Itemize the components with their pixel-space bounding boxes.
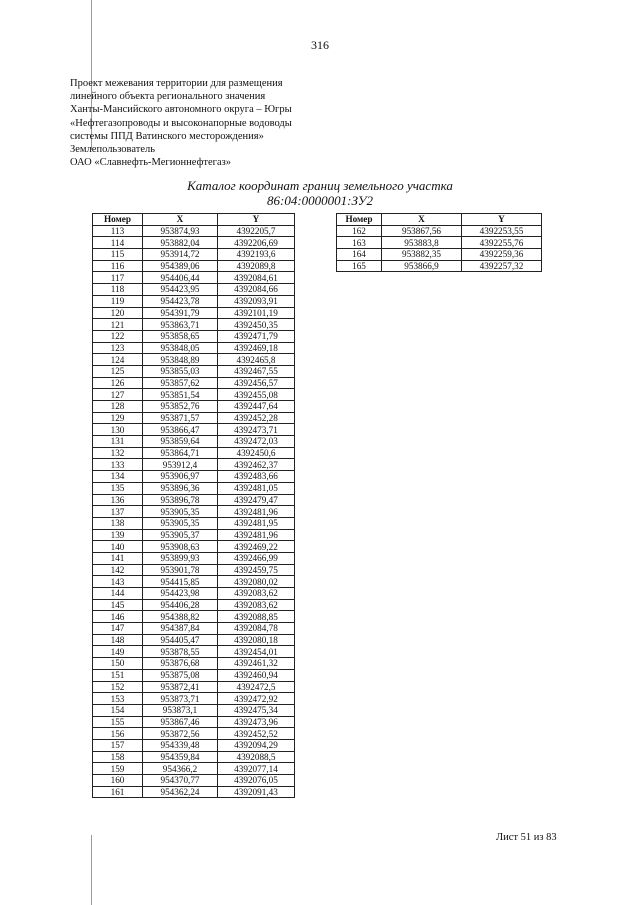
table-row <box>337 225 542 237</box>
point-number: 133 <box>93 459 143 471</box>
coordinate-x: 953857,62 <box>143 377 218 389</box>
coordinate-x: 953906,97 <box>143 471 218 483</box>
point-number: 154 <box>93 704 143 716</box>
coordinate-y: 4392465,8 <box>218 354 295 366</box>
point-number: 165 <box>337 260 382 272</box>
table-row <box>93 494 295 506</box>
point-number: 146 <box>93 611 143 623</box>
point-number: 115 <box>93 249 143 261</box>
point-number: 116 <box>93 260 143 272</box>
coordinate-x: 953872,56 <box>143 728 218 740</box>
point-number: 152 <box>93 681 143 693</box>
table-row <box>93 459 295 471</box>
coordinate-x: 953848,89 <box>143 354 218 366</box>
point-number: 125 <box>93 365 143 377</box>
table-row <box>93 775 295 787</box>
coordinate-x: 954339,48 <box>143 739 218 751</box>
point-number: 156 <box>93 728 143 740</box>
coordinate-x: 953912,4 <box>143 459 218 471</box>
document-header <box>70 77 292 169</box>
table-row <box>93 611 295 623</box>
coordinate-y: 4392088,5 <box>218 751 295 763</box>
header-line: Ханты-Мансийского автономного округа – Югры <box>70 104 292 116</box>
coordinate-y: 4392076,05 <box>218 775 295 787</box>
coordinate-y: 4392466,99 <box>218 552 295 564</box>
point-number: 120 <box>93 307 143 319</box>
cadastral-number: 86:04:0000001:ЗУ2 <box>267 193 373 208</box>
coordinate-x: 953882,35 <box>382 249 462 261</box>
coordinate-x: 953878,55 <box>143 646 218 658</box>
coordinate-x: 954406,28 <box>143 599 218 611</box>
coordinate-x: 953855,03 <box>143 365 218 377</box>
table-row <box>93 704 295 716</box>
coordinate-y: 4392475,34 <box>218 704 295 716</box>
point-number: 149 <box>93 646 143 658</box>
coordinate-x: 954366,2 <box>143 763 218 775</box>
coordinate-y: 4392472,92 <box>218 693 295 705</box>
table-row <box>93 237 295 249</box>
point-number: 138 <box>93 517 143 529</box>
coordinate-y: 4392483,66 <box>218 471 295 483</box>
coordinate-x: 953873,1 <box>143 704 218 716</box>
point-number: 122 <box>93 330 143 342</box>
coordinate-y: 4392467,55 <box>218 365 295 377</box>
table-row <box>93 342 295 354</box>
table-row <box>93 751 295 763</box>
coordinate-x: 953883,8 <box>382 237 462 249</box>
point-number: 135 <box>93 482 143 494</box>
table-row <box>93 693 295 705</box>
coordinate-y: 4392084,61 <box>218 272 295 284</box>
table-row <box>93 330 295 342</box>
coordinate-y: 4392481,96 <box>218 529 295 541</box>
point-number: 148 <box>93 634 143 646</box>
coordinate-x: 953852,76 <box>143 401 218 413</box>
coordinate-x: 953908,63 <box>143 541 218 553</box>
coordinate-x: 953872,41 <box>143 681 218 693</box>
page-number: 316 <box>311 38 329 52</box>
table-row <box>93 436 295 448</box>
table-row <box>93 377 295 389</box>
coordinate-y: 4392089,8 <box>218 260 295 272</box>
coordinate-x: 954423,95 <box>143 284 218 296</box>
coordinate-y: 4392259,36 <box>462 249 542 261</box>
coordinate-y: 4392460,94 <box>218 669 295 681</box>
table-row <box>93 249 295 261</box>
point-number: 132 <box>93 447 143 459</box>
coordinate-y: 4392481,96 <box>218 506 295 518</box>
coordinate-y: 4392206,69 <box>218 237 295 249</box>
point-number: 164 <box>337 249 382 261</box>
table-row <box>93 401 295 413</box>
column-header-y: Y <box>462 214 542 226</box>
coordinate-x: 953866,47 <box>143 424 218 436</box>
catalog-title-block <box>0 178 640 208</box>
coordinate-y: 4392471,79 <box>218 330 295 342</box>
column-header-x: X <box>382 214 462 226</box>
table-header-row <box>337 214 542 226</box>
coordinate-y: 4392257,32 <box>462 260 542 272</box>
coordinate-y: 4392205,7 <box>218 225 295 237</box>
point-number: 126 <box>93 377 143 389</box>
point-number: 114 <box>93 237 143 249</box>
point-number: 160 <box>93 775 143 787</box>
table-row <box>93 634 295 646</box>
coordinate-y: 4392469,22 <box>218 541 295 553</box>
table-row <box>93 307 295 319</box>
sheet-number: Лист 51 из 83 <box>496 832 557 843</box>
coordinate-y: 4392091,43 <box>218 786 295 798</box>
table-row <box>93 681 295 693</box>
coordinate-x: 954370,77 <box>143 775 218 787</box>
point-number: 134 <box>93 471 143 483</box>
coordinate-y: 4392450,6 <box>218 447 295 459</box>
point-number: 144 <box>93 588 143 600</box>
coordinate-y: 4392450,35 <box>218 319 295 331</box>
table-header-row <box>93 214 295 226</box>
coordinates-table-continued <box>336 213 542 272</box>
coordinate-y: 4392093,91 <box>218 295 295 307</box>
point-number: 153 <box>93 693 143 705</box>
point-number: 161 <box>93 786 143 798</box>
coordinate-x: 953905,35 <box>143 517 218 529</box>
point-number: 162 <box>337 225 382 237</box>
table-row <box>337 249 542 261</box>
table-row <box>93 319 295 331</box>
point-number: 127 <box>93 389 143 401</box>
coordinate-x: 953851,54 <box>143 389 218 401</box>
table-row <box>93 552 295 564</box>
coordinate-x: 953899,93 <box>143 552 218 564</box>
coordinate-y: 4392454,01 <box>218 646 295 658</box>
point-number: 147 <box>93 623 143 635</box>
point-number: 117 <box>93 272 143 284</box>
table-row <box>93 786 295 798</box>
coordinate-y: 4392088,85 <box>218 611 295 623</box>
table-row <box>93 658 295 670</box>
coordinate-y: 4392472,5 <box>218 681 295 693</box>
coordinate-x: 953905,37 <box>143 529 218 541</box>
coordinate-x: 953901,78 <box>143 564 218 576</box>
header-line: ОАО «Славнефть-Мегионнефтегаз» <box>70 157 232 169</box>
coordinate-x: 953905,35 <box>143 506 218 518</box>
table-row <box>337 237 542 249</box>
table-row <box>93 599 295 611</box>
table-row <box>93 576 295 588</box>
table-row <box>93 354 295 366</box>
coordinate-x: 953875,08 <box>143 669 218 681</box>
coordinate-x: 953896,36 <box>143 482 218 494</box>
point-number: 131 <box>93 436 143 448</box>
coordinate-x: 953914,72 <box>143 249 218 261</box>
coordinate-x: 954388,82 <box>143 611 218 623</box>
point-number: 140 <box>93 541 143 553</box>
coordinate-y: 4392473,96 <box>218 716 295 728</box>
binding-margin-line-lower <box>91 835 92 905</box>
coordinate-y: 4392084,66 <box>218 284 295 296</box>
coordinate-y: 4392479,47 <box>218 494 295 506</box>
coordinate-y: 4392459,75 <box>218 564 295 576</box>
coordinate-y: 4392456,57 <box>218 377 295 389</box>
coordinate-y: 4392083,62 <box>218 588 295 600</box>
table-row <box>93 564 295 576</box>
coordinate-y: 4392481,05 <box>218 482 295 494</box>
coordinate-x: 953859,64 <box>143 436 218 448</box>
header-line: Землепользователь <box>70 144 156 156</box>
header-line: «Нефтегазопроводы и высоконапорные водоводы <box>70 117 292 129</box>
point-number: 155 <box>93 716 143 728</box>
coordinate-y: 4392094,29 <box>218 739 295 751</box>
coordinate-y: 4392084,78 <box>218 623 295 635</box>
table-row <box>93 646 295 658</box>
table-row <box>93 424 295 436</box>
coordinate-x: 954359,84 <box>143 751 218 763</box>
coordinate-y: 4392481,95 <box>218 517 295 529</box>
table-row <box>93 506 295 518</box>
header-line: системы ППД Ватинского месторождения» <box>70 130 264 142</box>
point-number: 145 <box>93 599 143 611</box>
coordinate-x: 954405,47 <box>143 634 218 646</box>
table-row <box>93 529 295 541</box>
point-number: 137 <box>93 506 143 518</box>
point-number: 157 <box>93 739 143 751</box>
table-row <box>93 541 295 553</box>
coordinate-y: 4392455,08 <box>218 389 295 401</box>
table-row <box>93 763 295 775</box>
table-row <box>93 272 295 284</box>
coordinate-x: 953867,56 <box>382 225 462 237</box>
coordinate-y: 4392083,62 <box>218 599 295 611</box>
point-number: 159 <box>93 763 143 775</box>
point-number: 130 <box>93 424 143 436</box>
coordinate-y: 4392452,52 <box>218 728 295 740</box>
coordinate-x: 954406,44 <box>143 272 218 284</box>
point-number: 124 <box>93 354 143 366</box>
table-row <box>93 623 295 635</box>
header-line: Проект межевания территории для размещения <box>70 78 283 89</box>
column-header-number: Номер <box>93 214 143 226</box>
point-number: 142 <box>93 564 143 576</box>
coordinate-y: 4392472,03 <box>218 436 295 448</box>
coordinate-x: 954362,24 <box>143 786 218 798</box>
table-row <box>93 295 295 307</box>
coordinate-x: 953864,71 <box>143 447 218 459</box>
point-number: 129 <box>93 412 143 424</box>
table-row <box>93 716 295 728</box>
coordinate-y: 4392253,55 <box>462 225 542 237</box>
coordinate-x: 953858,65 <box>143 330 218 342</box>
point-number: 139 <box>93 529 143 541</box>
coordinate-y: 4392255,76 <box>462 237 542 249</box>
coordinate-x: 953863,71 <box>143 319 218 331</box>
coordinate-y: 4392461,32 <box>218 658 295 670</box>
coordinate-y: 4392077,14 <box>218 763 295 775</box>
point-number: 150 <box>93 658 143 670</box>
point-number: 141 <box>93 552 143 564</box>
table-row <box>93 260 295 272</box>
coordinate-y: 4392447,64 <box>218 401 295 413</box>
point-number: 113 <box>93 225 143 237</box>
coordinate-y: 4392080,18 <box>218 634 295 646</box>
coordinate-x: 953876,68 <box>143 658 218 670</box>
coordinate-x: 953874,93 <box>143 225 218 237</box>
table-row <box>93 482 295 494</box>
point-number: 128 <box>93 401 143 413</box>
point-number: 121 <box>93 319 143 331</box>
coordinate-x: 953866,9 <box>382 260 462 272</box>
point-number: 118 <box>93 284 143 296</box>
coordinate-y: 4392452,28 <box>218 412 295 424</box>
coordinate-x: 954387,84 <box>143 623 218 635</box>
point-number: 163 <box>337 237 382 249</box>
column-header-number: Номер <box>337 214 382 226</box>
table-row <box>93 447 295 459</box>
column-header-y: Y <box>218 214 295 226</box>
coordinate-y: 4392101,19 <box>218 307 295 319</box>
table-row <box>93 471 295 483</box>
header-line: линейного объекта регионального значения <box>70 91 266 103</box>
coordinate-y: 4392469,18 <box>218 342 295 354</box>
table-row <box>93 284 295 296</box>
coordinate-x: 954423,98 <box>143 588 218 600</box>
coordinate-y: 4392193,6 <box>218 249 295 261</box>
table-row <box>93 588 295 600</box>
coordinate-x: 954423,78 <box>143 295 218 307</box>
column-header-x: X <box>143 214 218 226</box>
table-row <box>93 739 295 751</box>
coordinate-x: 954391,79 <box>143 307 218 319</box>
point-number: 158 <box>93 751 143 763</box>
table-row <box>93 728 295 740</box>
point-number: 123 <box>93 342 143 354</box>
coordinate-y: 4392080,02 <box>218 576 295 588</box>
coordinate-x: 953871,57 <box>143 412 218 424</box>
point-number: 119 <box>93 295 143 307</box>
coordinate-x: 953848,05 <box>143 342 218 354</box>
coordinate-x: 954415,85 <box>143 576 218 588</box>
point-number: 151 <box>93 669 143 681</box>
point-number: 136 <box>93 494 143 506</box>
coordinates-table-main <box>92 213 295 798</box>
table-row <box>93 517 295 529</box>
coordinate-x: 953882,04 <box>143 237 218 249</box>
coordinate-y: 4392462,37 <box>218 459 295 471</box>
coordinate-x: 953867,46 <box>143 716 218 728</box>
table-row <box>93 365 295 377</box>
coordinate-x: 953873,71 <box>143 693 218 705</box>
point-number: 143 <box>93 576 143 588</box>
catalog-title: Каталог координат границ земельного участка <box>187 178 453 193</box>
coordinate-x: 953896,78 <box>143 494 218 506</box>
table-row <box>93 389 295 401</box>
table-row <box>337 260 542 272</box>
coordinate-x: 954389,06 <box>143 260 218 272</box>
coordinate-y: 4392473,71 <box>218 424 295 436</box>
table-row <box>93 669 295 681</box>
table-row <box>93 412 295 424</box>
table-row <box>93 225 295 237</box>
